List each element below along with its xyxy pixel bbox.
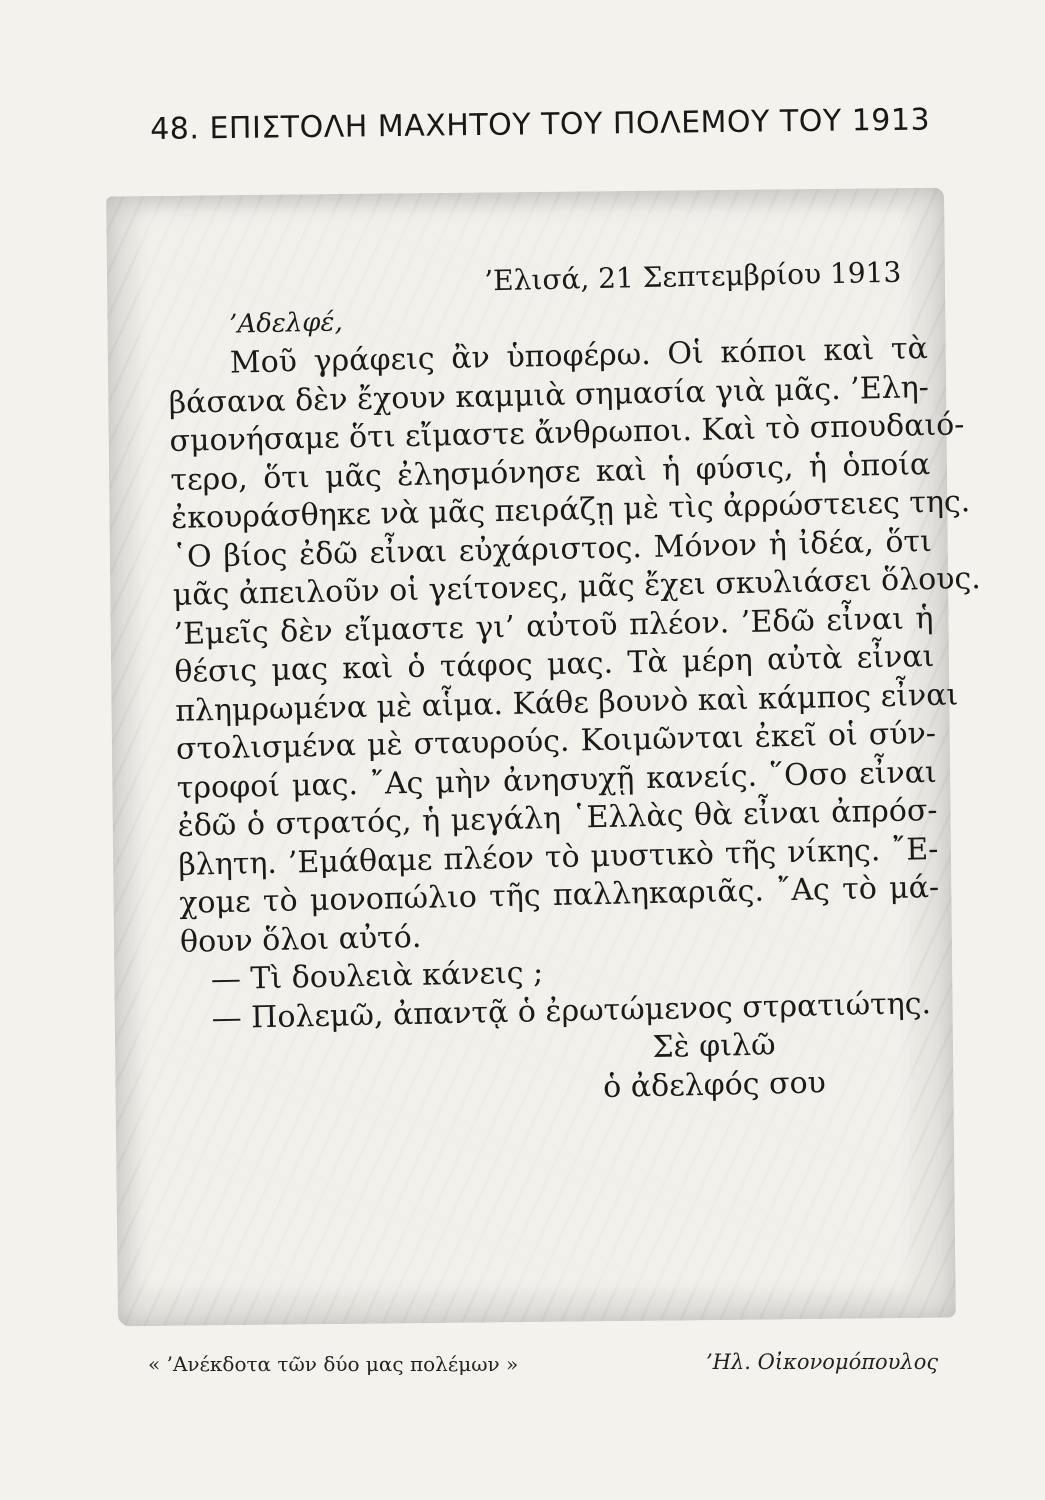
letter-line: βάσανα δὲν ἔχουν καμμιὰ σημασία γιὰ μᾶς. ’Ελη- xyxy=(168,369,930,421)
letter-line: Μοῦ γράφεις ἂν ὑποφέρω. Οἱ κόποι καὶ τὰ xyxy=(229,331,929,381)
letter-line: σμονήσαμε ὅτι εἴμαστε ἄνθρωποι. Καὶ τὸ σπουδαιό- xyxy=(169,407,965,459)
letter-body xyxy=(166,254,982,1116)
letter-line: πλημρωμένα μὲ αἷμα. Κάθε βουνὸ καὶ κάμπος εἶναι xyxy=(174,677,959,729)
page-title: 48. ΕΠΙΣΤΟΛΗ ΜΑΧΗΤΟΥ ΤΟΥ ΠΟΛΕΜΟΥ ΤΟΥ 1913 xyxy=(150,102,931,147)
letter-line: θέσις μας καὶ ὁ τάφος μας. Τὰ μέρη αὐτὰ εἶναι xyxy=(174,638,935,690)
letter-salutation: ’Αδελφέ, xyxy=(228,307,343,340)
letter-line: τροφοί μας. ῎Ας μὴν ἀνησυχῇ κανείς. ῞Οσο εἶναι xyxy=(176,754,938,806)
letter-signature: ὁ ἀδελφός σου xyxy=(602,1064,827,1105)
letter-date: ’Ελισά, 21 Σεπτεμβρίου 1913 xyxy=(483,255,902,298)
letter-line: στολισμένα μὲ σταυρούς. Κοιμῶνται ἐκεῖ οἱ σύν- xyxy=(175,715,937,767)
source-citation: « ’Ανέκδοτα τῶν δύο μας πολέμων » xyxy=(148,1352,519,1376)
author-credit: ’Ηλ. Οἰκονομόπουλος xyxy=(706,1350,939,1374)
letter-line: χομε τὸ μονοπώλιο τῆς παλληκαριᾶς. ῎Ας τὸ μά- xyxy=(178,869,940,921)
dialogue-question: — Τὶ δουλειὰ κάνεις ; xyxy=(210,955,544,998)
letter-line: βλητη. ’Εμάθαμε πλέον τὸ μυστικὸ τῆς νίκης. ῎Ε- xyxy=(178,831,939,883)
letter-line: ἐδῶ ὁ στρατός, ἡ μεγάλη ῾Ελλὰς θὰ εἶναι ἀπρόσ- xyxy=(177,792,938,844)
letter-line: ’Εμεῖς δὲν εἴμαστε γι’ αὐτοῦ πλέον. ’Εδῶ εἶναι ἡ xyxy=(173,600,934,652)
letter-line: τερο, ὅτι μᾶς ἐλησμόνησε καὶ ἡ φύσις, ἡ ὁποία xyxy=(170,446,931,498)
letter-line: μᾶς ἀπειλοῦν οἱ γείτονες, μᾶς ἔχει σκυλιάσει ὅλους. xyxy=(172,561,982,613)
letter-closing: Σὲ φιλῶ xyxy=(652,1027,776,1065)
letter-line: θουν ὅλοι αὐτό. xyxy=(179,919,422,960)
letter-line: ῾Ο βίος ἐδῶ εἶναι εὐχάριστος. Μόνον ἡ ἰδέα, ὅτι xyxy=(171,523,933,575)
dialogue-answer: — Πολεμῶ, ἀπαντᾷ ὁ ἐρωτώμενος στρατιώτης. xyxy=(211,985,932,1036)
letter-line: ἐκουράσθηκε νὰ μᾶς πειράζῃ μὲ τὶς ἀρρώστειες της. xyxy=(170,484,971,536)
